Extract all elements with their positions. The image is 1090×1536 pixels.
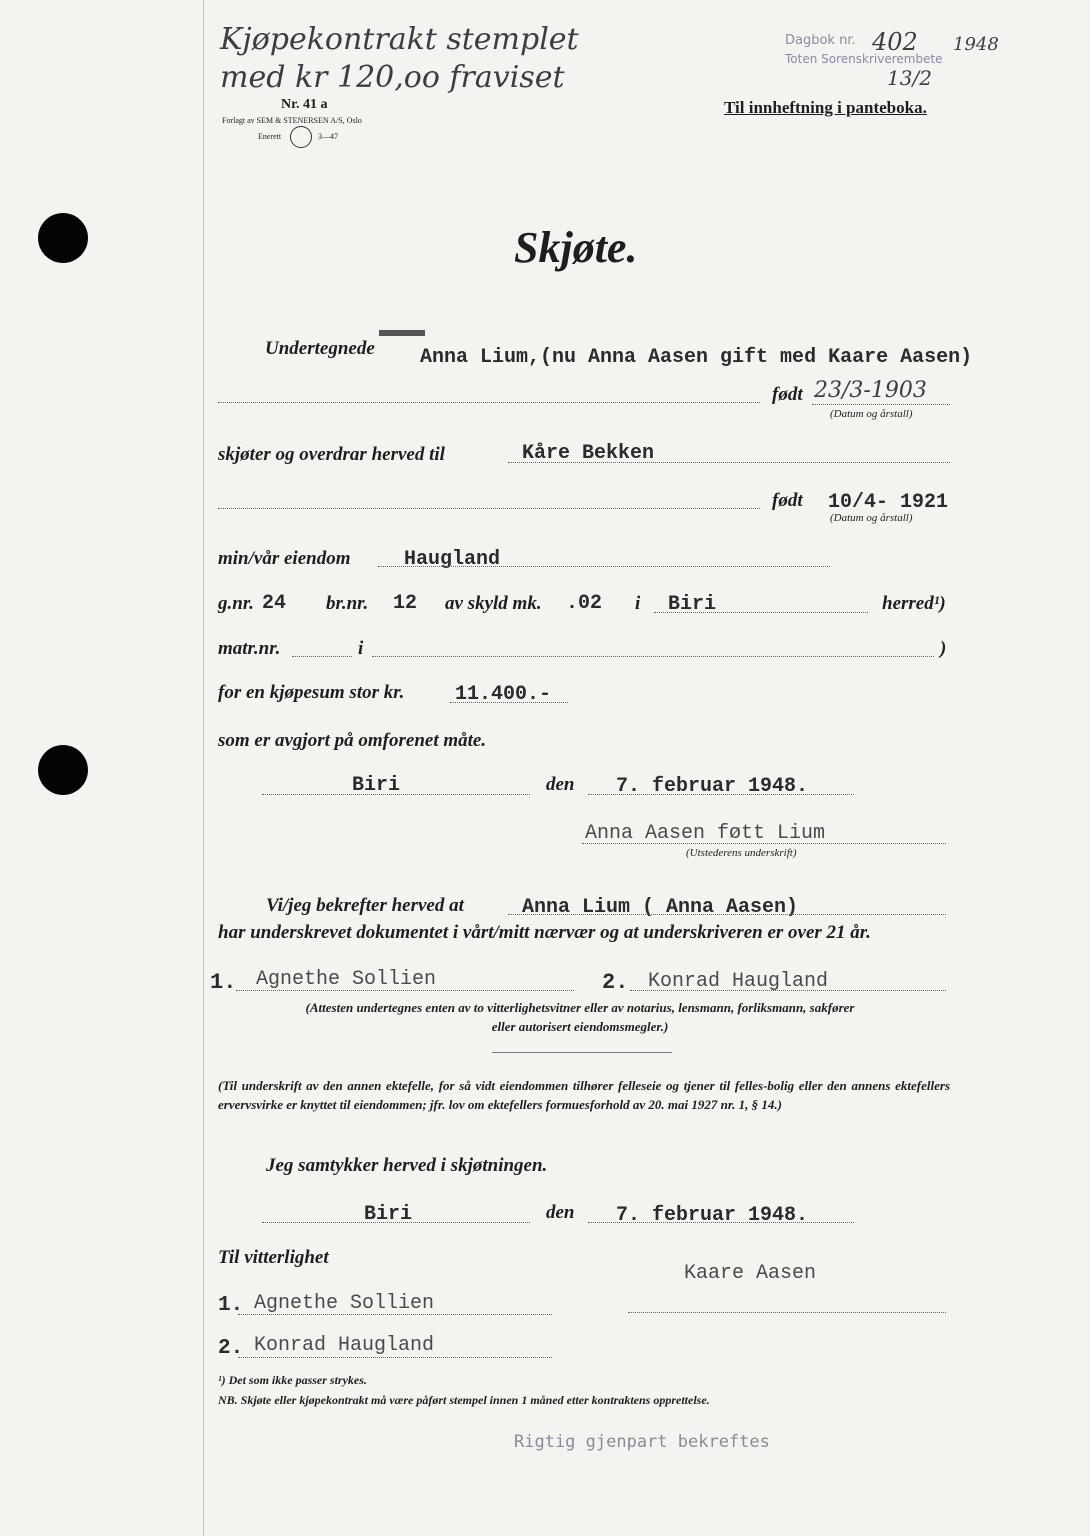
signing-place: Biri [352,774,401,797]
attest-note: (Attesten undertegnes enten av to vitterlighetsvitner eller av notarius, lensmann, forliksmann, sakfører eller autorisert eiendomsmegler.) [305,1000,855,1034]
binder-hole-bottom [38,745,88,795]
matr-line [292,656,352,657]
settled-label: som er avgjort på omforenet måte. [218,730,487,751]
property-label: min/vår eiendom [218,548,351,569]
seller-signature-line [582,843,946,844]
footnote-2: NB. Skjøte eller kjøpekontrakt må være påført stempel innen 1 måned etter kontraktens opprettelse. [218,1393,710,1407]
dagbok-stamp-label: Dagbok nr. [785,33,856,48]
seller-birthdate: 23/3-1903 [814,378,927,403]
price-line [450,702,568,703]
seller-date-hint: (Datum og årstall) [830,408,913,420]
seller-signature: Anna Aasen føtt Lium [585,822,826,845]
struck-text [379,330,425,336]
herred-line [654,612,868,613]
property-name: Haugland [404,548,501,571]
court-stamp: Toten Sorenskriverembete [785,52,943,66]
gnr-value: 24 [262,592,287,615]
attest-statement: har underskrevet dokumentet i vårt/mitt nærvær og at underskriveren er over 21 år. [218,922,871,943]
signature-hint: (Utstederens underskrift) [686,847,797,859]
spouse-den: den [546,1202,575,1223]
matr-herred-line [372,656,934,657]
transfer-label: skjøter og overdrar herved til [218,444,445,465]
buyer-date-hint: (Datum og årstall) [830,512,913,524]
spouse-date-line [588,1222,854,1223]
seller-born-label: født [772,384,803,405]
seller-born-line [812,404,950,405]
buyer-name-line [508,462,950,463]
skyld-value: .02 [566,592,603,615]
spouse-place-line [262,1222,530,1223]
binder-hole-top [38,213,88,263]
form-date: 3—47 [318,132,338,141]
stamp-date: 13/2 [887,66,932,90]
attest-witness1-number: 1. [210,970,237,995]
section-divider [492,1052,672,1053]
seller-name: Anna Lium,(nu Anna Aasen gift med Kaare Aasen) [420,346,973,369]
signing-date: 7. februar 1948. [616,775,809,798]
skyld-label: av skyld mk. [445,593,542,614]
attest-witness2-line [630,990,946,991]
attest-witness2-number: 2. [602,970,629,995]
buyer-name: Kåre Bekken [522,442,655,465]
gnr-label: g.nr. [218,593,254,614]
spouse-signature: Kaare Aasen [684,1262,817,1285]
buyer-birthdate: 10/4- 1921 [828,491,949,514]
attest-label: Vi/jeg bekrefter herved at [266,895,464,916]
spouse-witness2-number: 2. [218,1337,244,1360]
herred-value: Biri [668,593,717,616]
in-label: i [635,593,641,614]
matr-close: ) [940,638,947,659]
attest-signer: Anna Lium ( Anna Aasen) [522,896,799,919]
herred-label: herred¹) [882,593,946,614]
matr-in-label: i [358,638,364,659]
seller-dotted-line [218,402,760,403]
signing-date-line [588,794,854,795]
brnr-value: 12 [393,592,418,615]
property-line [378,566,830,567]
dagbok-year: 1948 [953,34,999,55]
buyer-dotted-line [218,508,760,509]
seller-label: Undertegnede [265,338,375,359]
price-label: for en kjøpesum stor kr. [218,682,405,703]
spouse-signature-line [628,1312,946,1313]
copyright-label: Enerett [258,132,282,141]
spouse-witness1-number: 1. [218,1294,244,1317]
spouse-witness1-line [238,1314,552,1315]
handwritten-stamp-note-2: med kr 120,oo fraviset [220,60,565,95]
attest-witness1: Agnethe Sollien [256,968,437,991]
spouse-place: Biri [364,1203,413,1226]
brnr-label: br.nr. [326,593,369,614]
matr-label: matr.nr. [218,638,281,659]
dagbok-number: 402 [872,28,918,56]
footnote-1: ¹) Det som ikke passer strykes. [218,1373,367,1387]
filing-note: Til innheftning i panteboka. [724,98,927,117]
consent-statement: Jeg samtykker herved i skjøtningen. [266,1155,548,1176]
attest-witness1-line [236,990,574,991]
spouse-date: 7. februar 1948. [616,1204,809,1227]
price-amount: 11.400.- [455,683,552,706]
margin-line [203,0,204,1536]
signing-den: den [546,774,575,795]
publisher-line: Forlagt av SEM & STENERSEN A/S, Oslo [222,116,362,125]
spouse-witness2-line [238,1357,552,1358]
attest-signer-line [508,914,946,915]
spouse-note: (Til underskrift av den annen ektefelle, for så vidt eiendommen tilhører felleseie og tjener til felles-bolig eller den annens ektefellers ervervsvirke er knyttet til eiendommen; jfr. lov om ektefellers formuesforhold av 20. mai 1927 nr. 1, § 14.) [218,1078,950,1112]
document-title: Skjøte. [514,223,638,272]
attest-witness2: Konrad Haugland [648,970,829,993]
spouse-witness2: Konrad Haugland [254,1334,435,1357]
handwritten-stamp-note-1: Kjøpekontrakt stemplet [220,22,579,57]
spouse-witness1: Agnethe Sollien [254,1292,435,1315]
certified-copy-stamp: Rigtig gjenpart bekreftes [514,1432,770,1452]
buyer-born-label: født [772,490,803,511]
form-number: Nr. 41 a [281,97,328,112]
publisher-logo [290,126,312,148]
signing-place-line [262,794,530,795]
witness-heading: Til vitterlighet [218,1247,329,1268]
